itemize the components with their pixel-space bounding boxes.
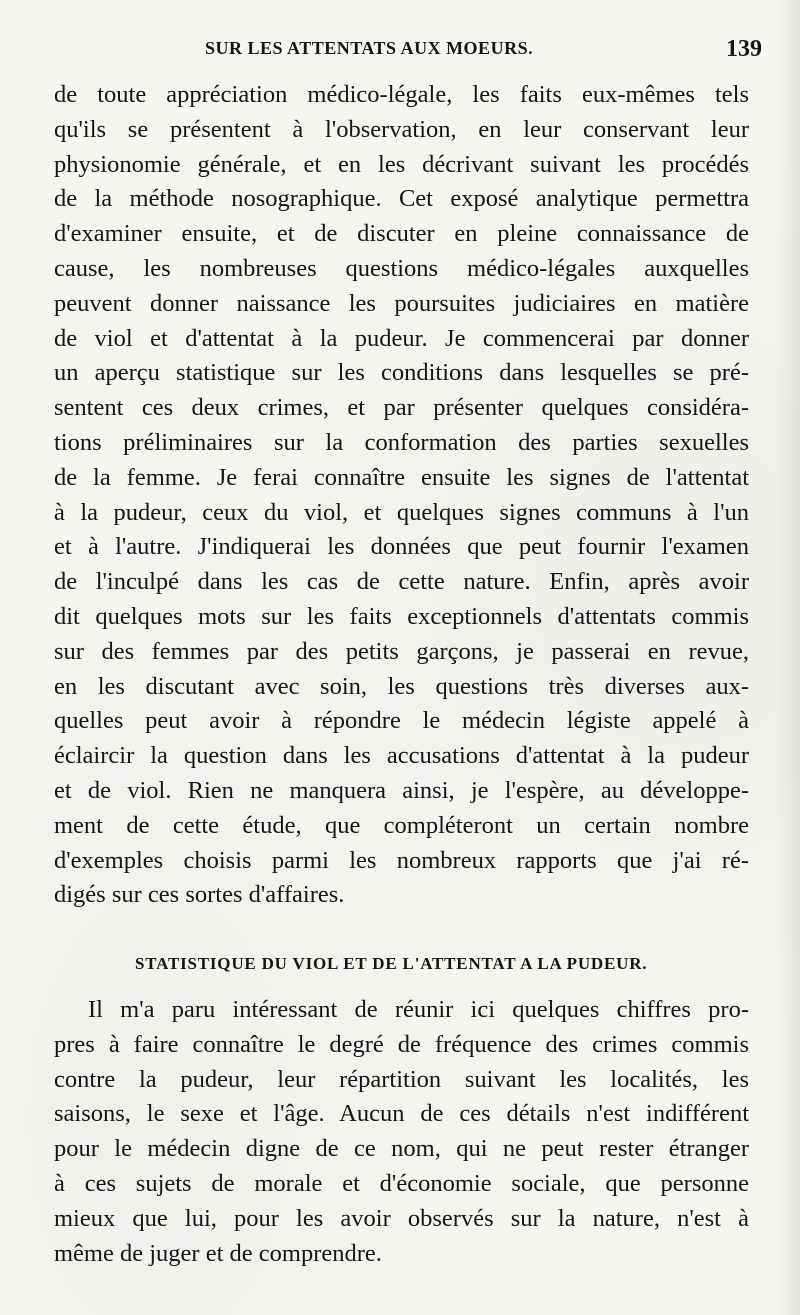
text-line: et à l'autre. J'indiquerai les données que peut fournir l'examen bbox=[54, 533, 749, 561]
text-line: de la méthode nosographique. Cet exposé analytique permettra bbox=[54, 185, 749, 213]
page-number: 139 bbox=[726, 36, 762, 62]
text-line: de l'inculpé dans les cas de cette nature. Enfin, après avoir bbox=[54, 568, 749, 596]
paragraph-intro bbox=[54, 78, 749, 913]
text-line: digés sur ces sortes d'affaires. bbox=[54, 881, 345, 909]
text-line: contre la pudeur, leur répartition suivant les localités, les bbox=[54, 1065, 749, 1093]
text-line: sur des femmes par des petits garçons, je passerai en revue, bbox=[54, 637, 749, 665]
text-line: ment de cette étude, que compléteront un certain nombre bbox=[54, 811, 749, 839]
text-line: quelles peut avoir à répondre le médecin légiste appelé à bbox=[54, 707, 749, 735]
text-line: mieux que lui, pour les avoir observés sur la nature, n'est à bbox=[54, 1204, 749, 1232]
text-line: pres à faire connaître le degré de fréquence des crimes commis bbox=[54, 1030, 749, 1058]
section-heading: STATISTIQUE DU VIOL ET DE L'ATTENTAT A LA PUDEUR. bbox=[135, 954, 648, 973]
text-line: éclaircir la question dans les accusations d'attentat à la pudeur bbox=[54, 742, 749, 770]
text-line: en les discutant avec soin, les questions très diverses aux- bbox=[54, 672, 749, 700]
page-edge-shadow bbox=[778, 0, 800, 1315]
running-head: SUR LES ATTENTATS AUX MOEURS. bbox=[205, 38, 534, 58]
text-line: un aperçu statistique sur les conditions dans lesquelles se pré- bbox=[54, 359, 749, 387]
text-line: pour le médecin digne de ce nom, qui ne peut rester étranger bbox=[54, 1135, 749, 1163]
text-line: et de viol. Rien ne manquera ainsi, je l'espère, au développe- bbox=[54, 776, 749, 804]
text-line: Il m'a paru intéressant de réunir ici quelques chiffres pro- bbox=[88, 996, 749, 1023]
text-line: à ces sujets de morale et d'économie sociale, que personne bbox=[54, 1169, 749, 1197]
text-line: à la pudeur, ceux du viol, et quelques signes communs à l'un bbox=[54, 498, 749, 526]
text-line: de viol et d'attentat à la pudeur. Je commencerai par donner bbox=[54, 324, 749, 352]
text-line: peuvent donner naissance les poursuites judiciaires en matière bbox=[54, 289, 749, 317]
text-line: qu'ils se présentent à l'observation, en leur conservant leur bbox=[54, 115, 749, 143]
text-line: d'examiner ensuite, et de discuter en pleine connaissance de bbox=[54, 220, 749, 248]
text-line: sentent ces deux crimes, et par présenter quelques considéra- bbox=[54, 394, 749, 422]
paragraph-statistics bbox=[54, 993, 749, 1271]
text-line: physionomie générale, et en les décrivant suivant les procédés bbox=[54, 150, 749, 178]
page-header bbox=[0, 38, 800, 68]
text-line: cause, les nombreuses questions médico-légales auxquelles bbox=[54, 254, 749, 282]
text-line: de toute appréciation médico-légale, les faits eux-mêmes tels bbox=[54, 81, 749, 108]
text-line: de la femme. Je ferai connaître ensuite les signes de l'attentat bbox=[54, 463, 749, 491]
text-line: même de juger et de comprendre. bbox=[54, 1239, 382, 1267]
text-line: d'exemples choisis parmi les nombreux rapports que j'ai ré- bbox=[54, 846, 749, 874]
text-line: saisons, le sexe et l'âge. Aucun de ces détails n'est indifférent bbox=[54, 1100, 749, 1128]
text-line: tions préliminaires sur la conformation des parties sexuelles bbox=[54, 428, 749, 456]
text-line: dit quelques mots sur les faits exceptionnels d'attentats commis bbox=[54, 602, 749, 630]
